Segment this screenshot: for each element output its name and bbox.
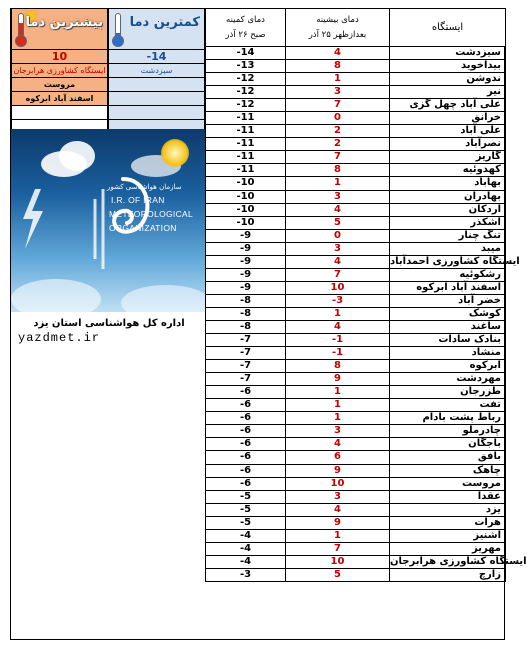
max-temp-cell: 1 [286, 529, 390, 542]
min-temp-cell: -5 [206, 503, 286, 516]
summary-panel [11, 8, 205, 134]
max-temp-cell: 0 [286, 112, 390, 125]
table-row [206, 203, 506, 216]
summary-empty-cell [108, 106, 205, 120]
station-name-cell: بیداخوید [390, 60, 506, 73]
summary-station-row [11, 64, 205, 78]
table-row [206, 490, 506, 503]
logo-text-en-2: METEOROLOGICAL [109, 209, 194, 219]
max-temp-station-3: اسفند آباد ابرکوه [11, 92, 108, 106]
min-temp-cell: -7 [206, 360, 286, 373]
max-temp-cell: 7 [286, 99, 390, 112]
max-temp-cell: 4 [286, 203, 390, 216]
station-name-cell: خضر آباد [390, 294, 506, 307]
table-row [206, 47, 506, 60]
table-header-row [206, 9, 506, 47]
table-row [206, 164, 506, 177]
station-name-cell: سیزدشت [390, 47, 506, 60]
min-temp-title: کمترین دما [129, 15, 200, 30]
summary-station-row-2 [11, 78, 205, 92]
station-name-cell: کهدوئیه [390, 164, 506, 177]
sun-icon [161, 139, 189, 167]
station-name-cell: یزد [390, 503, 506, 516]
station-name-cell: ابرکوه [390, 360, 506, 373]
min-temp-cell: -6 [206, 451, 286, 464]
summary-station-row-3 [11, 92, 205, 106]
table-row [206, 138, 506, 151]
max-temp-title: بیشترین دما [25, 15, 103, 30]
max-temp-cell: -1 [286, 334, 390, 347]
station-name-cell: بنادک سادات [390, 334, 506, 347]
min-temp-column-header: دمای کمینه صبح ۲۶ آذر [206, 9, 286, 47]
min-temp-cell: -14 [206, 47, 286, 60]
max-temp-cell: 7 [286, 151, 390, 164]
min-temp-cell: -6 [206, 425, 286, 438]
min-temp-cell: -6 [206, 412, 286, 425]
table-row [206, 242, 506, 255]
table-row [206, 516, 506, 529]
station-name-cell: گاریز [390, 151, 506, 164]
station-name-cell: نصرآباد [390, 138, 506, 151]
min-temp-cell: -3 [206, 568, 286, 581]
min-temp-cell: -10 [206, 216, 286, 229]
table-row [206, 60, 506, 73]
min-temp-cell: -9 [206, 229, 286, 242]
max-temp-cell: -3 [286, 294, 390, 307]
table-row [206, 86, 506, 99]
table-row [206, 307, 506, 320]
table-row [206, 151, 506, 164]
table-row [206, 177, 506, 190]
temperature-table [205, 8, 527, 582]
min-temp-cell: -5 [206, 490, 286, 503]
table-row [206, 360, 506, 373]
min-temp-cell: -10 [206, 177, 286, 190]
max-temp-cell: 0 [286, 229, 390, 242]
lightning-icon [17, 189, 47, 249]
max-temp-cell: 1 [286, 386, 390, 399]
summary-empty-row [11, 106, 205, 120]
station-name-cell: مهریز [390, 542, 506, 555]
table-row [206, 464, 506, 477]
table-row [206, 425, 506, 438]
station-name-cell: علی آباد چهل گزی [390, 99, 506, 112]
table-row [206, 568, 506, 581]
min-temp-cell: -9 [206, 268, 286, 281]
max-temp-cell: 9 [286, 516, 390, 529]
station-name-cell: علی آباد [390, 125, 506, 138]
station-name-cell: طزرجان [390, 386, 506, 399]
summary-empty-cell [108, 92, 205, 106]
station-name-cell: مهردشت [390, 373, 506, 386]
min-temp-cell: -12 [206, 86, 286, 99]
max-temp-cell: 7 [286, 268, 390, 281]
logo-text-en-1: I.R. OF IRAN [111, 195, 165, 205]
meteorological-logo-image [11, 129, 205, 312]
max-temp-cell: 5 [286, 216, 390, 229]
min-temp-cell: -4 [206, 542, 286, 555]
min-temp-cell: -11 [206, 125, 286, 138]
min-temp-cell: -7 [206, 334, 286, 347]
min-temp-cell: -11 [206, 112, 286, 125]
max-temp-cell: 10 [286, 555, 390, 568]
station-name-cell: باجگان [390, 438, 506, 451]
min-temp-cell: -12 [206, 99, 286, 112]
min-temp-cell: -6 [206, 477, 286, 490]
summary-values-row [11, 50, 205, 64]
max-temp-cell: 4 [286, 438, 390, 451]
table-row [206, 503, 506, 516]
station-name-cell: چاهک [390, 464, 506, 477]
table-row [206, 268, 506, 281]
max-temp-cell: 1 [286, 73, 390, 86]
max-temp-cell: 3 [286, 86, 390, 99]
table-row [206, 99, 506, 112]
station-name-cell: تنگ چنار [390, 229, 506, 242]
max-temp-cell: 8 [286, 60, 390, 73]
min-temp-cell: -6 [206, 386, 286, 399]
max-temp-station-2: مروست [11, 78, 108, 92]
table-row [206, 412, 506, 425]
table-row [206, 399, 506, 412]
station-name-cell: میبد [390, 242, 506, 255]
organization-name: اداره کل هواشناسی استان یزد [33, 318, 185, 329]
station-name-cell: رشکوئیه [390, 268, 506, 281]
min-temp-cell: -8 [206, 320, 286, 333]
station-name-cell: خرانق [390, 112, 506, 125]
station-name-cell: اسفند آباد ابرکوه [390, 281, 506, 294]
max-temp-cell: 5 [286, 568, 390, 581]
logo-text-fa: سازمان هواشناسی کشور [107, 183, 182, 191]
max-temp-cell: 10 [286, 281, 390, 294]
table-row [206, 320, 506, 333]
station-name-cell: اشکذر [390, 216, 506, 229]
station-name-cell: بهادران [390, 190, 506, 203]
min-temp-value: -14 [108, 50, 205, 64]
max-temp-cell: 3 [286, 490, 390, 503]
max-temp-cell: 1 [286, 307, 390, 320]
station-name-cell: اشنیز [390, 529, 506, 542]
max-temp-cell: 4 [286, 47, 390, 60]
min-temp-cell: -5 [206, 516, 286, 529]
station-name-cell: اردکان [390, 203, 506, 216]
max-temp-cell: 1 [286, 177, 390, 190]
max-temp-column-header: دمای بیشینه بعدازظهر ۲۵ آذر [286, 9, 390, 47]
summary-empty-cell [108, 78, 205, 92]
max-temp-cell: 1 [286, 412, 390, 425]
station-name-cell: ندوشن [390, 73, 506, 86]
min-temp-cell: -10 [206, 190, 286, 203]
table-row [206, 438, 506, 451]
table-row [206, 73, 506, 86]
station-name-cell: مروست [390, 477, 506, 490]
max-temp-cell: 3 [286, 190, 390, 203]
station-name-cell: ایستگاه کشاورزی احمدآباد [390, 255, 520, 267]
max-temp-station: ایستگاه کشاورزی هرابرجان [11, 64, 108, 78]
min-temp-cell: -7 [206, 347, 286, 360]
min-temp-cell: -9 [206, 242, 286, 255]
table-row [206, 281, 506, 294]
min-temp-cell: -11 [206, 138, 286, 151]
max-temp-header [11, 8, 108, 50]
max-temp-cell: 4 [286, 320, 390, 333]
min-temp-cell: -4 [206, 555, 286, 568]
min-temp-cell: -6 [206, 464, 286, 477]
table-row [206, 477, 506, 490]
min-temp-cell: -10 [206, 203, 286, 216]
table-row [206, 529, 506, 542]
table-row [206, 334, 506, 347]
station-name-cell: بافق [390, 451, 506, 464]
table-row [206, 112, 506, 125]
table-row [206, 216, 506, 229]
min-temp-cell: -8 [206, 307, 286, 320]
min-temp-station: سیزدشت [108, 64, 205, 78]
min-temp-cell: -8 [206, 294, 286, 307]
station-name-cell: هرات [390, 516, 506, 529]
station-name-cell: تفت [390, 399, 506, 412]
station-name-cell: کوشک [390, 307, 506, 320]
station-name-cell: منشاد [390, 347, 506, 360]
max-temp-cell: 7 [286, 542, 390, 555]
max-temp-value: 10 [11, 50, 108, 64]
min-temp-header [108, 8, 205, 50]
table-row [206, 190, 506, 203]
station-name-cell: ایستگاه کشاورزی هرابرجان [390, 555, 527, 567]
min-temp-cell: -6 [206, 399, 286, 412]
table-body [206, 47, 527, 582]
min-temp-cell: -11 [206, 151, 286, 164]
station-name-cell: نیر [390, 86, 506, 99]
min-temp-cell: -13 [206, 60, 286, 73]
station-name-cell: رباط پشت بادام [390, 412, 506, 425]
min-temp-cell: -9 [206, 255, 286, 268]
table-row [206, 294, 506, 307]
max-temp-cell: 8 [286, 360, 390, 373]
station-column-header: ایستگاه [390, 9, 506, 47]
max-temp-cell: 9 [286, 464, 390, 477]
max-temp-cell: 4 [286, 503, 390, 516]
min-temp-cell: -11 [206, 164, 286, 177]
station-name-cell: چادرملو [390, 425, 506, 438]
min-temp-cell: -9 [206, 281, 286, 294]
max-temp-cell: -1 [286, 347, 390, 360]
min-temp-cell: -12 [206, 73, 286, 86]
max-temp-cell: 3 [286, 425, 390, 438]
website-link[interactable]: yazdmet.ir [18, 331, 101, 345]
table-row [206, 255, 506, 268]
max-temp-cell: 6 [286, 451, 390, 464]
max-temp-cell: 2 [286, 138, 390, 151]
table-row [206, 386, 506, 399]
min-temp-cell: -7 [206, 373, 286, 386]
table-row [206, 555, 506, 568]
logo-text-en-3: ORGANIZATION [109, 223, 177, 233]
station-name-cell: ساغند [390, 320, 506, 333]
table-row [206, 373, 506, 386]
table-row [206, 542, 506, 555]
max-temp-cell: 9 [286, 373, 390, 386]
max-temp-cell: 1 [286, 399, 390, 412]
station-name-cell: بهاباد [390, 177, 506, 190]
min-temp-cell: -6 [206, 438, 286, 451]
max-temp-cell: 10 [286, 477, 390, 490]
station-name-cell: زارچ [390, 568, 506, 581]
table-row [206, 229, 506, 242]
min-temp-cell: -4 [206, 529, 286, 542]
table-row [206, 451, 506, 464]
table-row [206, 125, 506, 138]
station-name-cell: عقدا [390, 490, 506, 503]
thermometer-cold-icon [112, 13, 124, 47]
summary-empty-cell [11, 106, 108, 120]
table-row [206, 347, 506, 360]
max-temp-cell: 2 [286, 125, 390, 138]
summary-header [11, 8, 205, 50]
max-temp-cell: 3 [286, 242, 390, 255]
max-temp-cell: 8 [286, 164, 390, 177]
max-temp-cell: 4 [286, 255, 390, 268]
